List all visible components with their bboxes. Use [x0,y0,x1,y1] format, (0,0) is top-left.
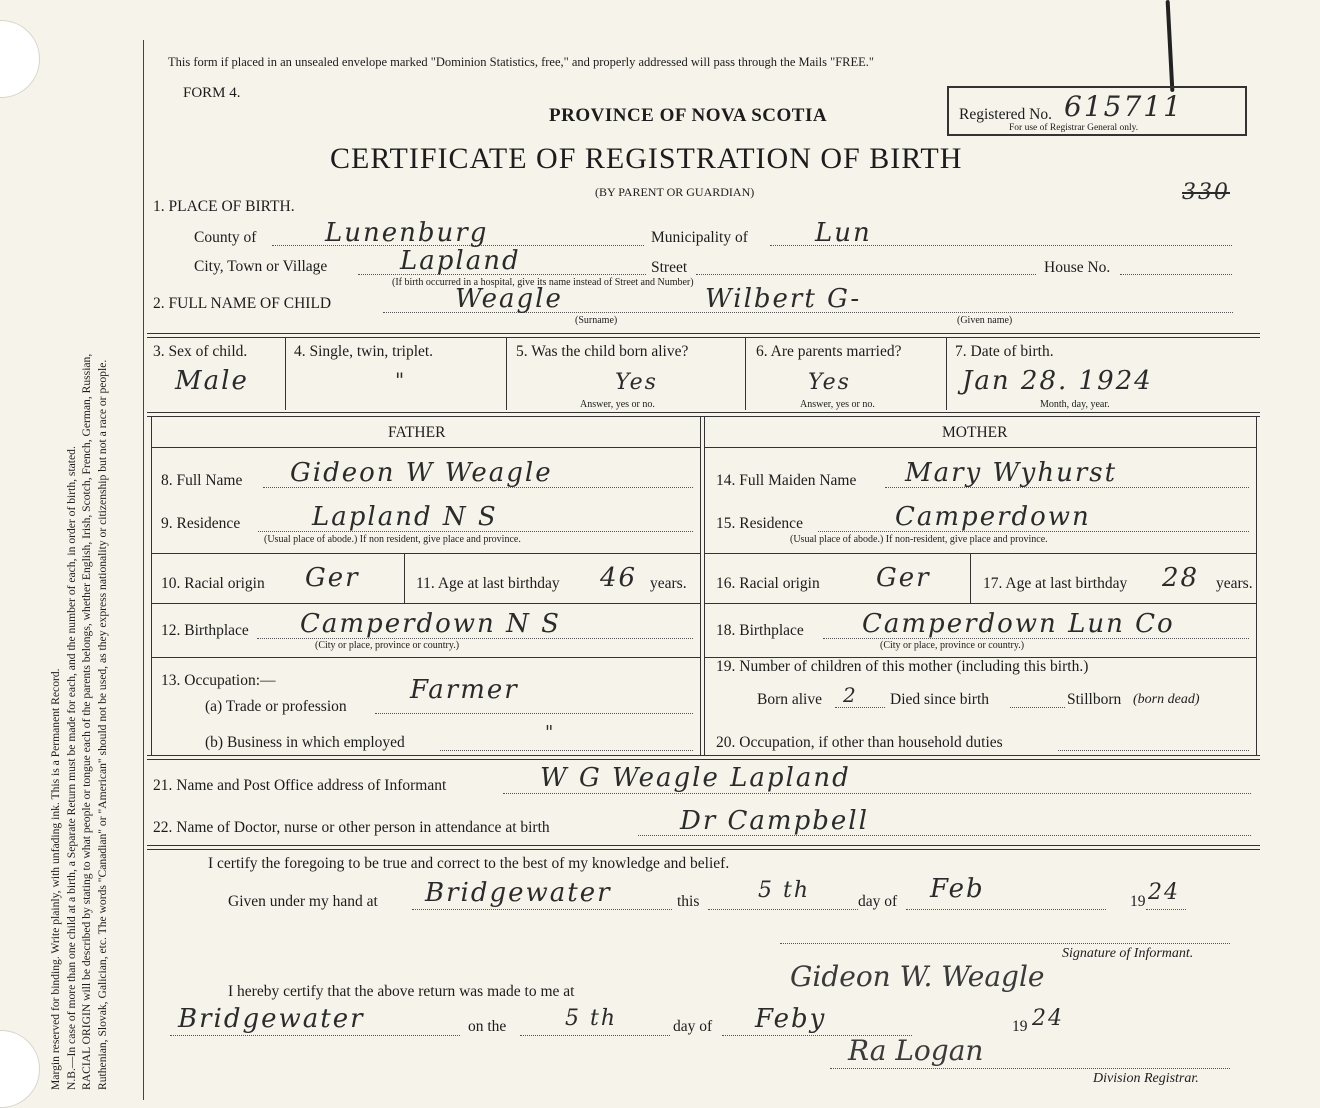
father-residence-value: Lapland N S [312,502,498,532]
sex-value: Male [175,366,249,396]
row-divider [745,337,746,410]
married-answer-note: Answer, yes or no. [800,399,875,410]
parents-right-line [1256,416,1257,756]
row-divider [946,337,947,410]
alive-label: 5. Was the child born alive? [516,343,689,360]
married-value: Yes [808,370,851,395]
father-residence-label: 9. Residence [161,515,241,532]
stillborn-note: (born dead) [1133,692,1200,707]
died-label: Died since birth [890,691,990,708]
informant-signature-line [780,943,1230,944]
margin-line-1: Margin reserved for binding. Write plainly, with unfading ink. This is a Permanent Record. [49,668,62,1090]
given-month-line [906,909,1106,910]
certificate-title: CERTIFICATE OF REGISTRATION OF BIRTH [330,142,963,175]
registered-number: 615711 [1064,90,1183,123]
registrar-place-value: Bridgewater [178,1004,365,1034]
county-value: Lunenburg [325,218,489,248]
father-name-value: Gideon W Weagle [290,458,553,488]
city-value: Lapland [400,246,521,276]
mother-birthplace-note: (City or place, province or country.) [880,640,1025,651]
surname-note: (Surname) [575,315,618,326]
parents-left-line [151,416,152,756]
row-divider [506,337,507,410]
mother-children-label: 19. Number of children of this mother (including this birth.) [716,658,1089,675]
hospital-note: (If birth occurred in a hospital, give its name instead of Street and Number) [392,277,694,288]
parents-center-line [700,416,701,756]
mother-years-label: years. [1216,575,1253,592]
born-alive-value: 2 [843,683,858,707]
stillborn-label: Stillborn [1067,691,1122,708]
informant-signature: Gideon W. Weagle [790,960,1045,993]
corner-mark: 330 [1182,180,1230,205]
registrar-day-line [520,1035,670,1036]
father-birthplace-value: Camperdown N S [300,609,561,639]
child-name-label: 2. FULL NAME OF CHILD [153,295,332,312]
form-number: FORM 4. [183,85,241,101]
child-surname: Weagle [455,284,563,314]
given-day-of-label: day of [858,893,898,910]
mother-racial-label: 16. Racial origin [716,575,820,592]
single-value: " [395,368,407,392]
paper-edge-mark [1166,0,1175,92]
mother-residence-label: 15. Residence [716,515,803,532]
registrar-day-value: 5 th [565,1006,617,1031]
province-heading: PROVINCE OF NOVA SCOTIA [549,105,828,126]
registrar-signature: Ra Logan [848,1034,984,1067]
margin-line-4: Ruthenian, Slovak, Galician, etc. The words "Canadian" or "American" should not be used, as they express nationality or citizenship but not a race or people. [95,359,109,1090]
parents-center-line [704,416,705,756]
father-business-line [440,750,693,751]
registrar-on-the: on the [468,1018,507,1035]
mother-occupation-label: 20. Occupation, if other than household duties [716,734,1003,751]
informant-value: W G Weagle Lapland [540,763,851,793]
mother-birthplace-value: Camperdown Lun Co [862,609,1175,639]
mother-name-label: 14. Full Maiden Name [716,472,857,489]
this-label: this [677,893,700,910]
mother-age-value: 28 [1162,563,1200,593]
registrar-note: For use of Registrar General only. [1009,123,1139,133]
registrar-year-prefix: 19 [1012,1018,1028,1035]
dob-label: 7. Date of birth. [955,343,1054,360]
mother-row-line [704,603,1256,604]
died-line [1010,707,1065,708]
sex-label: 3. Sex of child. [153,343,248,360]
father-name-label: 8. Full Name [161,472,243,489]
father-row-line [151,553,700,554]
registrar-signature-line [830,1068,1230,1069]
father-age-label: 11. Age at last birthday [416,575,560,592]
father-heading: FATHER [388,424,446,441]
mother-name-value: Mary Wyhurst [905,458,1118,488]
informant-line [503,793,1251,794]
registered-label: Registered No. [959,106,1052,123]
father-racial-value: Ger [305,563,360,593]
mother-abode-note: (Usual place of abode.) If non-resident, give place and province. [790,534,1048,545]
father-trade-line [375,713,693,714]
father-age-value: 46 [600,563,638,593]
given-day-line [708,909,858,910]
city-label: City, Town or Village [194,258,328,275]
father-years-label: years. [650,575,687,592]
mail-notice: This form if placed in an unsealed envelope marked "Dominion Statistics, free," and properly addressed will pass through the Mails "FREE." [168,55,875,69]
margin-instructions [48,30,110,1090]
certificate-subtitle: (BY PARENT OR GUARDIAN) [595,185,755,199]
registrar-year-value: 24 [1032,1006,1064,1031]
municipality-label: Municipality of [651,229,748,246]
house-label: House No. [1044,259,1111,276]
mother-heading: MOTHER [942,424,1008,441]
child-given-name: Wilbert G- [705,284,862,314]
alive-answer-note: Answer, yes or no. [580,399,655,410]
father-row-line [151,603,700,604]
father-birthplace-label: 12. Birthplace [161,622,249,639]
father-abode-note: (Usual place of abode.) If non resident, give place and province. [264,534,521,545]
house-line [1120,274,1232,275]
registrar-statement: I hereby certify that the above return was made to me at [228,983,575,1000]
given-label: Given under my hand at [228,893,378,910]
binding-hole-top [0,20,40,98]
mother-birthplace-label: 18. Birthplace [716,622,804,639]
single-label: 4. Single, twin, triplet. [294,343,434,360]
married-label: 6. Are parents married? [756,343,902,360]
given-note: (Given name) [957,315,1013,326]
given-day-value: 5 th [758,878,810,903]
father-occupation-label: 13. Occupation:— [161,672,276,689]
doctor-label: 22. Name of Doctor, nurse or other person in attendance at birth [153,819,550,836]
born-alive-line [835,707,885,708]
binding-margin-line [143,40,144,1100]
alive-value: Yes [615,370,658,395]
mother-age-label: 17. Age at last birthday [983,575,1128,592]
mother-residence-value: Camperdown [895,502,1091,532]
born-alive-label: Born alive [757,691,822,708]
father-trade-value: Farmer [410,675,519,705]
dob-note: Month, day, year. [1040,399,1110,410]
given-place-value: Bridgewater [425,878,612,908]
mother-heading-line [704,447,1256,448]
row-divider-top [147,333,1260,338]
given-year-prefix: 19 [1130,893,1146,910]
county-label: County of [194,229,257,246]
certify-statement: I certify the foregoing to be true and correct to the best of my knowledge and belief. [208,855,730,872]
given-month-value: Feb [930,874,985,904]
row-divider [285,337,286,410]
registrar-month-value: Feby [755,1004,827,1034]
street-line [696,274,1036,275]
mother-row-divider [970,553,971,603]
father-trade-label: (a) Trade or profession [205,698,347,715]
father-business-value: " [545,722,556,743]
father-business-label: (b) Business in which employed [205,734,405,751]
given-place-line [412,909,672,910]
registrar-day-of: day of [673,1018,713,1035]
margin-line-2: N.B.—In case of more than one child at a birth, a Separate Return must be made for each, and the number of each, in order of birth, stated. [64,446,78,1090]
given-year-value: 24 [1148,880,1180,905]
father-birthplace-note: (City or place, province or country.) [315,640,460,651]
registration-box [947,86,1247,136]
doctor-value: Dr Campbell [680,806,869,836]
father-racial-label: 10. Racial origin [161,575,265,592]
informant-label: 21. Name and Post Office address of Informant [153,777,447,794]
informant-divider-top [147,755,1260,760]
registrar-place-line [170,1035,460,1036]
place-heading: 1. PLACE OF BIRTH. [153,198,295,215]
mother-row-line [704,553,1256,554]
division-registrar-label: Division Registrar. [1093,1071,1199,1086]
mother-racial-value: Ger [876,563,931,593]
father-heading-line [151,447,700,448]
certify-divider-top [147,845,1260,850]
informant-signature-label: Signature of Informant. [1062,946,1194,961]
father-row-divider [404,553,405,603]
municipality-value: Lun [815,218,872,248]
margin-line-3: RACIAL ORIGIN will be described by stating to what people or tongue each of the parents belongs, whether English, Irish, Scotch, French, German, Russian, [80,353,93,1090]
street-label: Street [651,259,688,276]
dob-value: Jan 28. 1924 [962,366,1153,396]
mother-occupation-line [1058,750,1249,751]
given-year-line [1146,909,1186,910]
binding-hole-bottom [0,1030,40,1108]
father-row-line [151,657,700,658]
